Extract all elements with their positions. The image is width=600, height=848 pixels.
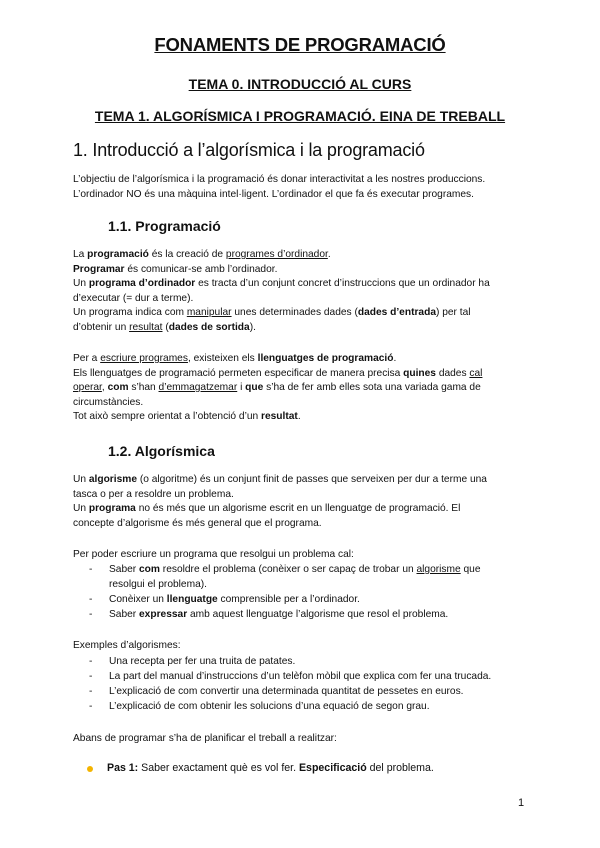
dash-marker: - bbox=[89, 686, 93, 697]
text-line: circumstàncies. bbox=[73, 396, 144, 408]
text-line: d’obtenir un resultat (dades de sortida). bbox=[73, 321, 256, 333]
list-item: - La part del manual d’instruccions d’un telèfon mòbil que explica com fer una trucada. bbox=[89, 671, 492, 682]
list-item: - Conèixer un llenguatge comprensible per a l’ordinador. bbox=[89, 594, 360, 605]
text-line: Un programa no és més que un algorisme escrit en un llenguatge de programació. El bbox=[73, 503, 461, 514]
text-line: La programació és la creació de programes d’ordinador. bbox=[73, 249, 331, 260]
dash-marker: - bbox=[89, 701, 93, 712]
section1-heading: 1. Introducció a l’algorísmica i la programació bbox=[73, 140, 425, 160]
text-line: Programar és comunicar-se amb l’ordinador. bbox=[73, 263, 278, 275]
text-line: Els llenguatges de programació permeten especificar de manera precisa quines dades cal bbox=[73, 367, 483, 379]
tema0-heading: TEMA 0. INTRODUCCIÓ AL CURS bbox=[188, 76, 412, 92]
list-item: - Una recepta per fer una truita de patates. bbox=[89, 656, 296, 667]
page-number: 1 bbox=[518, 797, 525, 809]
text-line: Exemples d’algorismes: bbox=[73, 640, 181, 651]
list-item: - Saber com resoldre el problema (conèixer o ser capaç de trobar un algorisme que resolgui el problema). bbox=[89, 564, 481, 590]
dash-marker: - bbox=[89, 656, 93, 667]
step-1-text: Pas 1: Saber exactament què es vol fer. Especificació del problema. bbox=[107, 762, 434, 774]
text-line: operar, com s’han d’emmagatzemar i que s’ha de fer amb elles sota una variada gama de bbox=[73, 382, 481, 393]
section1-intro bbox=[73, 173, 528, 202]
bullet-dot-icon bbox=[87, 766, 93, 772]
text-line: Per a escriure programes, existeixen els llenguatges de programació. bbox=[73, 353, 397, 364]
section-1-1-heading: 1.1. Programació bbox=[108, 218, 221, 234]
requirements-list bbox=[73, 562, 528, 622]
text-line: tasca o per a resoldre un problema. bbox=[73, 488, 234, 500]
dash-marker: - bbox=[89, 609, 93, 620]
examples-label bbox=[73, 639, 528, 654]
list-item: - L’explicació de com convertir una determinada quantitat de pessetes en euros. bbox=[89, 686, 464, 697]
section-1-2-heading: 1.2. Algorísmica bbox=[108, 443, 215, 459]
text-line: concepte d’algorisme és més general que el programa. bbox=[73, 517, 322, 529]
intro-line: L’objectiu de l’algorísmica i la programació és donar interactivitat a les nostres produccions. bbox=[73, 174, 486, 185]
requirements-intro bbox=[73, 548, 528, 563]
text-line: Tot això sempre orientat a l’obtenció d’un resultat. bbox=[73, 411, 301, 422]
llenguatges-paragraph bbox=[73, 352, 528, 425]
dash-marker: - bbox=[89, 564, 93, 575]
programacio-paragraph bbox=[73, 248, 528, 335]
document-title: FONAMENTS DE PROGRAMACIÓ bbox=[154, 34, 446, 55]
examples-list bbox=[73, 654, 528, 714]
text-line: Un programa indica com manipular unes determinades dades (dades d’entrada) per tal bbox=[73, 307, 471, 318]
text-line: Per poder escriure un programa que resolgui un problema cal: bbox=[73, 549, 354, 560]
planning-label bbox=[73, 732, 528, 747]
dash-marker: - bbox=[89, 594, 93, 605]
text-line: Abans de programar s’ha de planificar el treball a realitzar: bbox=[73, 733, 337, 744]
list-item: - Saber expressar amb aquest llenguatge l’algorisme que resol el problema. bbox=[89, 609, 449, 620]
tema1-heading: TEMA 1. ALGORÍSMICA I PROGRAMACIÓ. EINA DE TREBALL bbox=[94, 108, 506, 124]
text-line: Un algorisme (o algoritme) és un conjunt finit de passes que serveixen per dur a terme una bbox=[73, 474, 487, 485]
algorisme-paragraph bbox=[73, 473, 528, 531]
text-line: d’executar (= dur a terme). bbox=[73, 292, 194, 304]
text-line: Un programa d’ordinador es tracta d’un conjunt concret d’instruccions que un ordinador ha bbox=[73, 278, 490, 289]
dash-marker: - bbox=[89, 671, 93, 682]
intro-line: L’ordinador NO és una màquina intel·ligent. L’ordinador el que fa és executar programes. bbox=[73, 188, 474, 200]
list-item: - L’explicació de com obtenir les solucions d’una equació de segon grau. bbox=[89, 701, 430, 712]
